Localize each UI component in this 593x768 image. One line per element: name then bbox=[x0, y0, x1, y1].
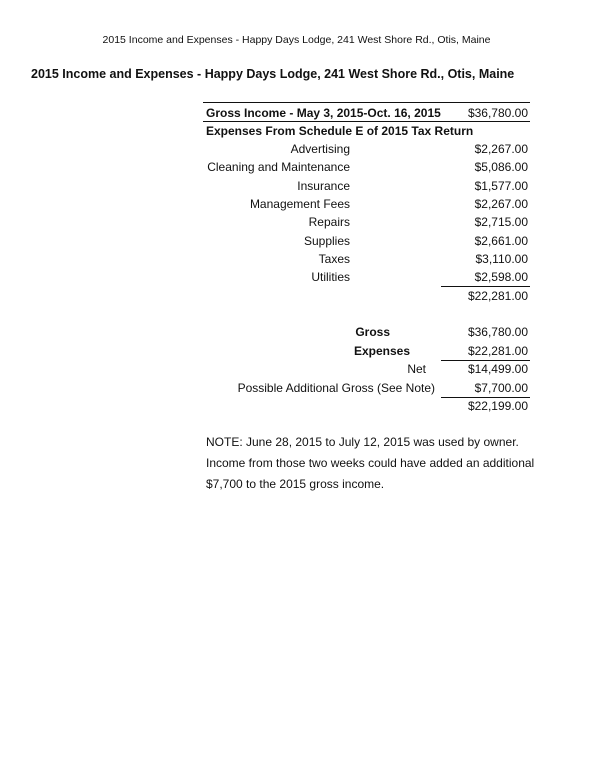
expense-label: Utilities bbox=[311, 270, 350, 284]
expense-label: Cleaning and Maintenance bbox=[207, 160, 350, 174]
note-line: $7,700 to the 2015 gross income. bbox=[206, 477, 385, 491]
expense-label: Advertising bbox=[290, 142, 350, 156]
summary-net-value: $14,499.00 bbox=[467, 362, 528, 376]
expense-value: $2,267.00 bbox=[474, 142, 528, 156]
running-header: 2015 Income and Expenses - Happy Days Lodge, 241 West Shore Rd., Otis, Maine bbox=[102, 34, 491, 46]
expenses-heading: Expenses From Schedule E of 2015 Tax Return bbox=[206, 124, 474, 138]
expense-value: $2,267.00 bbox=[474, 197, 528, 211]
expenses-total-value: $22,281.00 bbox=[467, 289, 528, 303]
expense-value: $2,598.00 bbox=[474, 270, 528, 284]
expense-value: $2,661.00 bbox=[474, 234, 528, 248]
page-title: 2015 Income and Expenses - Happy Days Lodge, 241 West Shore Rd., Otis, Maine bbox=[31, 67, 515, 81]
expense-value: $2,715.00 bbox=[474, 215, 528, 229]
summary-net-label: Net bbox=[407, 362, 426, 376]
summary-expenses-value: $22,281.00 bbox=[467, 344, 528, 358]
expenses-total-rule bbox=[441, 286, 530, 287]
expense-label: Insurance bbox=[297, 179, 350, 193]
gross-income-rule bbox=[203, 121, 530, 122]
expense-label: Management Fees bbox=[249, 197, 350, 211]
total-rule bbox=[441, 397, 530, 398]
expense-label: Repairs bbox=[308, 215, 350, 229]
summary-gross-label: Gross bbox=[355, 325, 390, 339]
expense-value: $1,577.00 bbox=[474, 179, 528, 193]
summary-gross-value: $36,780.00 bbox=[467, 325, 528, 339]
table-top-rule bbox=[203, 102, 530, 103]
summary-total-value: $22,199.00 bbox=[467, 399, 528, 413]
gross-income-label: Gross Income - May 3, 2015-Oct. 16, 2015 bbox=[206, 106, 441, 120]
gross-income-value: $36,780.00 bbox=[467, 106, 528, 120]
expense-label: Supplies bbox=[303, 234, 350, 248]
summary-additional-label: Possible Additional Gross (See Note) bbox=[237, 381, 435, 395]
net-rule bbox=[441, 360, 530, 361]
expense-label: Taxes bbox=[318, 252, 350, 266]
expense-value: $5,086.00 bbox=[474, 160, 528, 174]
summary-expenses-label: Expenses bbox=[353, 344, 410, 358]
expense-value: $3,110.00 bbox=[475, 252, 528, 266]
note-line: Income from those two weeks could have added an additional bbox=[206, 456, 535, 470]
summary-additional-value: $7,700.00 bbox=[474, 381, 528, 395]
note-line: NOTE: June 28, 2015 to July 12, 2015 was used by owner. bbox=[206, 435, 519, 449]
